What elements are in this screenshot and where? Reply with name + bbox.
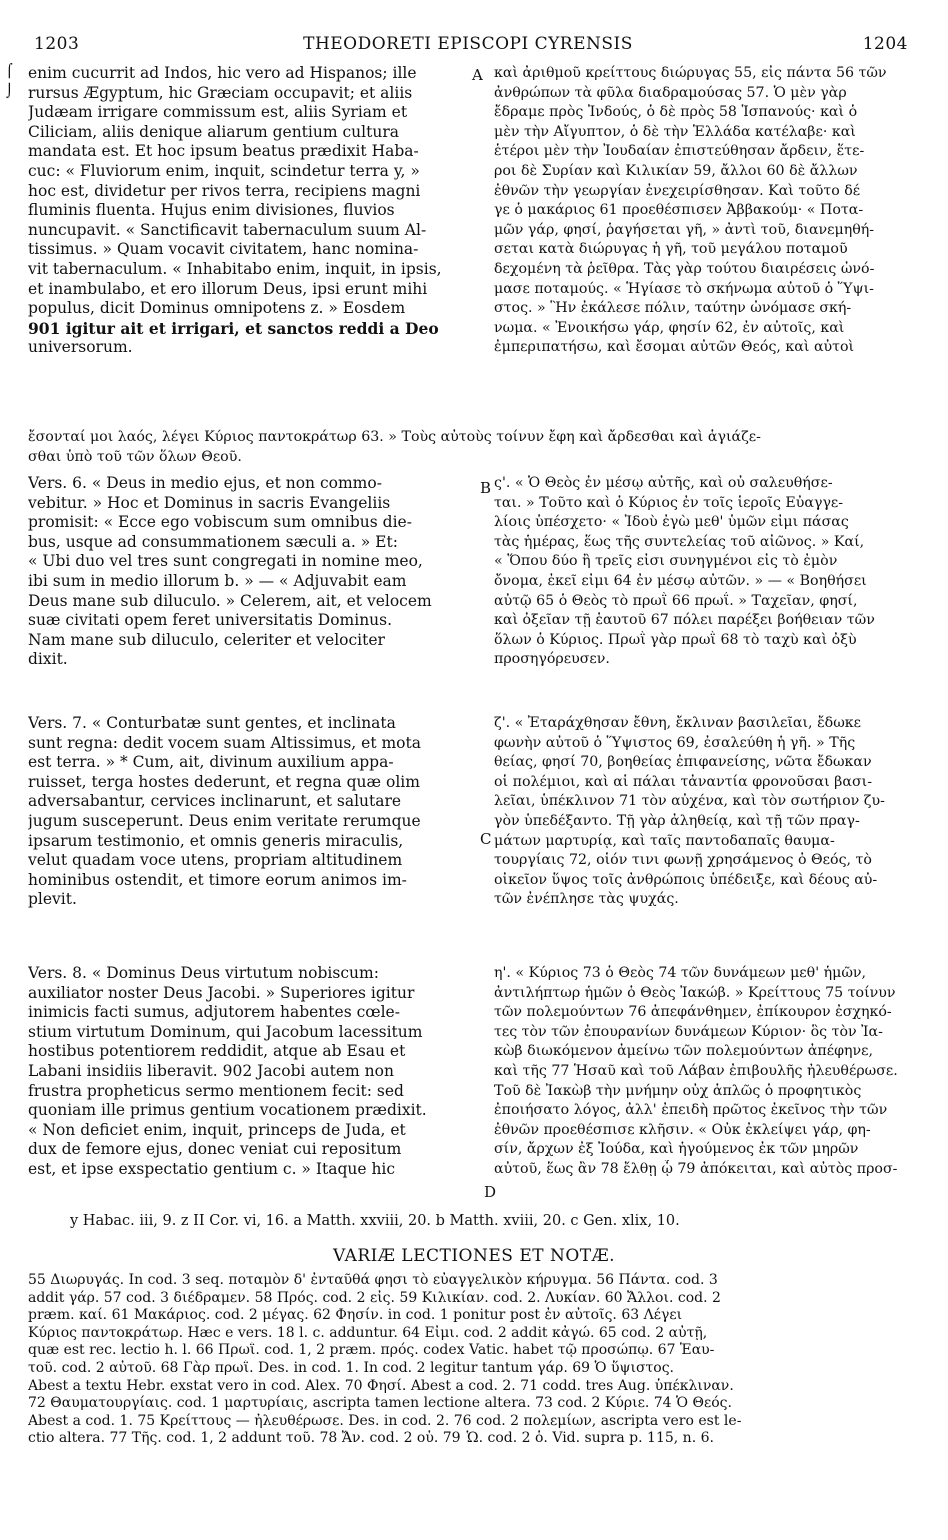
running-title: THEODORETI EPISCOPI CYRENSIS — [303, 34, 633, 54]
text-line: τῶν ἐνέπλησε τὰς ψυχάς. — [494, 891, 679, 908]
text-line: « Ὅπου δύο ἢ τρεῖς εἰσι συνηγμένοι εἰς τὸ ἐμὸν — [494, 553, 838, 570]
text-line: τες τὸν τῶν ἐπουρανίων δυνάμεων Κύριον· ὃς τὸν Ἰα- — [494, 1023, 883, 1040]
text-line: enim cucurrit ad Indos, hic vero ad Hispanos; ille — [28, 64, 417, 82]
bracket-mark: ⌠ — [6, 64, 13, 79]
page-header — [28, 34, 908, 58]
text-line: αὐτῷ 65 ὁ Θεὸς τὸ πρωῒ 66 πρωΐ. » Ταχεῖαν, φησί, — [494, 592, 858, 609]
text-line: τουργίαις 72, οἱόν τινι φωνῇ χρησάμενος ὁ Θεός, τὸ — [494, 852, 872, 869]
text-line: νωμα. « Ἐνοικήσω γάρ, φησίν 62, ἐν αὐτοῖς, καὶ — [494, 319, 845, 336]
text-line: inimicis facti sumus, adjutorem habentes cœle- — [28, 1003, 400, 1022]
margin-letter-c: C — [480, 830, 492, 848]
note-line: Κύριος παντοκράτωρ. Hæc e vers. 18 l. c. adduntur. 64 Εἰμι. cod. 2 addit κἀγώ. 65 cod. 2 αὐτῇ, — [28, 1324, 708, 1341]
text-line: τὰς ἡμέρας, ἕως τῆς συντελείας τοῦ αἰῶνος. » Καί, — [494, 533, 865, 550]
text-line: γὸν ὑπεδέξαντο. Τῇ γὰρ ἀληθείᾳ, καὶ τῇ τῶν πραγ- — [494, 812, 860, 829]
text-line: ἀντιλήπτωρ ἡμῶν ὁ Θεὸς Ἰακώβ. » Κρείττους 75 τοίνυν — [494, 984, 896, 1001]
latin-column-section-4 — [28, 964, 480, 1180]
text-line: μάτων μαρτυρίᾳ, καὶ ταῖς παντοδαπαῖς θαυμα- — [494, 832, 835, 849]
note-line: præm. καί. 61 Μακάριος. cod. 2 μέγας. 62 Φησίν. in cod. 1 ponitur post ἐν αὐτοῖς. 63 Λέγει — [28, 1307, 683, 1324]
note-line: 72 Θαυματουργίαις. cod. 1 μαρτυρίαις, ascripta tamen lectione altera. 73 cod. 2 Κύριε. 74 Ὁ Θεός. — [28, 1395, 732, 1412]
text-line: ὅλων ὁ Κύριος. Πρωῒ γὰρ πρωῒ 68 τὸ ταχὺ καὶ ὀξὺ — [494, 631, 857, 648]
text-line: Labani insidiis liberavit. 902 Jacobi autem non — [28, 1061, 394, 1080]
text-line: velut quadam voce utens, propriam altitudinem — [28, 851, 403, 870]
text-line: σίν, ἄρχων ἐξ Ἰούδα, καὶ ἡγούμενος ἐκ τῶν μηρῶν — [494, 1141, 859, 1158]
greek-column-section-2 — [494, 474, 914, 670]
text-line: Deus mane sub diluculo. » Celerem, ait, et velocem — [28, 591, 432, 610]
text-line: Vers. 6. « Deus in medio ejus, et non commo- — [28, 474, 382, 492]
text-line: Τοῦ δὲ Ἰακὼβ τὴν μνήμην οὐχ ἁπλῶς ὁ προφητικὸς — [494, 1082, 862, 1099]
bracket-mark: ⌡ — [6, 84, 13, 99]
note-line: τοῦ. cod. 2 αὐτοῦ. 68 Γὰρ πρωΐ. Des. in cod. 1. In cod. 2 legitur tantum γάρ. 69 Ὁ ὕψιστος. — [28, 1359, 674, 1376]
margin-letter-b: B — [480, 479, 492, 497]
text-line: θείας, φησί 70, βοηθείας ἐπιφανείσης, νῶτα ἔδωκαν — [494, 754, 872, 771]
text-line: σεται κατὰ διώρυγας ἡ γῆ, τοῦ μεγάλου ποταμοῦ — [494, 241, 848, 258]
text-line: universorum. — [28, 338, 133, 357]
text-line: μῶν γάρ, φησί, ῥαγήσεται γῆ, » ἀντὶ τοῦ, διανεμηθή- — [494, 221, 875, 238]
variae-lectiones-title: VARIÆ LECTIONES ET NOTÆ. — [332, 1246, 616, 1266]
text-line: λεῖαι, ὑπέκλινον 71 τὸν αὐχένα, καὶ τὸν σωτήριον ζυ- — [494, 793, 885, 810]
text-line: adversabantur, cervices inclinarunt, et salutare — [28, 792, 402, 811]
text-line: tissimus. » Quam vocavit civitatem, hanc nomina- — [28, 240, 419, 259]
text-line: « Non deficiet enim, inquit, princeps de Juda, et — [28, 1120, 406, 1139]
greek-column-section-4 — [494, 964, 914, 1180]
text-line: ται. » Τοῦτο καὶ ὁ Κύριος ἐν τοῖς ἱεροῖς Εὐαγγε- — [494, 494, 844, 511]
text-line: hominibus ostendit, et timore eorum animos im- — [28, 870, 407, 889]
text-line: 901 igitur ait et irrigari, et sanctos reddi a Deo — [28, 318, 439, 338]
text-line: Ciliciam, aliis denique aliarum gentium cultura — [28, 122, 399, 141]
margin-letter-a: A — [472, 66, 483, 84]
text-line: οἰκεῖον ὕψος τοῖς ἀνθρώποις ὑπέδειξε, καὶ δέους αὐ- — [494, 871, 878, 888]
text-line: promisit: « Ecce ego vobiscum sum omnibus die- — [28, 513, 412, 532]
note-line: Abest a textu Hebr. exstat vero in cod. Alex. 70 Φησί. Abest a cod. 2. 71 codd. tres Aug. ὑπέκλιναν. — [28, 1377, 734, 1394]
text-line: auxiliator noster Deus Jacobi. » Superiores igitur — [28, 983, 415, 1002]
text-line: ἔσονταί μοι λαός, λέγει Κύριος παντοκράτωρ 63. » Τοὺς αὐτοὺς τοίνυν ἔφη καὶ ἄρδεσθαι καὶ ἁγιάζε- — [28, 429, 761, 445]
text-line: ροι δὲ Συρίαν καὶ Κιλικίαν 59, ἄλλοι 60 δὲ ἄλλων — [494, 162, 858, 179]
note-line: 55 Διωρυγάς. In cod. 3 seq. ποταμὸν δ' ἐνταῦθά φησι τὸ εὐαγγελικὸν κήρυγμα. 56 Πάντα. cod. 3 — [28, 1272, 718, 1288]
text-line: ὄνομα, ἐκεῖ εἰμι 64 ἐν μέσῳ αὐτῶν. » — « Βοηθήσει — [494, 572, 867, 589]
page-number-right: 1204 — [862, 34, 908, 54]
text-line: Judæam irrigare commissum est, aliis Syriam et — [28, 103, 408, 122]
text-line: η'. « Κύριος 73 ὁ Θεὸς 74 τῶν δυνάμεων μεθ' ἡμῶν, — [494, 965, 867, 981]
text-line: populus, dicit Dominus omnipotens z. » Eosdem — [28, 299, 406, 318]
text-line: hoc est, dividetur per rivos terra, recipiens magni — [28, 181, 421, 200]
text-line: στος. » Ἣν ἐκάλεσε πόλιν, ταύτην ὠνόμασε σκή- — [494, 300, 852, 317]
text-line: ἔδραμε πρὸς Ἰνδούς, ὁ δὲ πρὸς 58 Ἱσπανούς· καὶ ὁ — [494, 104, 858, 121]
note-line: addit γάρ. 57 cod. 3 διέδραμεν. 58 Πρός. cod. 2 εἰς. 59 Κιλικίαν. cod. 2. Λυκίαν. 60 Ἄλλοι. cod. 2 — [28, 1289, 721, 1306]
text-line: προσηγόρευσεν. — [494, 651, 610, 668]
text-line: ruisset, terga hostes dederunt, et regna quæ olim — [28, 772, 420, 791]
text-line: hostibus potentiorem reddidit, atque ab Esau et — [28, 1042, 406, 1061]
text-line: mandata est. Et hoc ipsum beatus prædixit Haba- — [28, 142, 419, 161]
latin-column-section-3 — [28, 714, 480, 910]
text-line: τῶν πολεμούντων 76 ἀπεφάνθημεν, ἐπίκουρον ἐσχηκό- — [494, 1004, 892, 1021]
margin-letter-d: D — [484, 1183, 497, 1201]
text-line: dixit. — [28, 650, 68, 669]
text-line: καὶ ἀριθμοῦ κρείττους διώρυγας 55, εἰς πάντα 56 τῶν — [494, 65, 887, 81]
text-line: fluminis fluenta. Hujus enim divisiones, fluvios — [28, 201, 395, 220]
text-line: ipsarum testimonio, et omnis generis miraculis, — [28, 831, 404, 850]
text-line: καὶ ὀξεῖαν τῇ ἑαυτοῦ 67 πόλει παρέξει βοήθειαν τῶν — [494, 612, 875, 629]
text-line: bus, usque ad consummationem sæculi a. » Et: — [28, 532, 398, 551]
text-line: ἀνθρώπων τὰ φῦλα διαδραμούσας 57. Ὁ μὲν γὰρ — [494, 84, 847, 101]
text-line: κὼβ διωκόμενον ἀμείνω τῶν πολεμούντων ἀπέφηνε, — [494, 1043, 874, 1060]
text-line: est terra. » * Cum, ait, divinum auxilium appa- — [28, 753, 394, 772]
text-line: φωνὴν αὐτοῦ ὁ Ὕψιστος 69, ἐσαλεύθη ἡ γῆ. » Τῆς — [494, 734, 856, 751]
latin-column-section-2 — [28, 474, 480, 670]
text-line: quoniam ille primus gentium vocationem prædixit. — [28, 1101, 427, 1120]
text-line: et inambulabo, et ero illorum Deus, ipsi erunt mihi — [28, 279, 428, 298]
greek-column-section-1 — [494, 64, 914, 358]
text-line: ἐποιήσατο λόγος, ἀλλ' ἐπειδὴ πρῶτος ἐκεῖνος τὴν τῶν — [494, 1102, 888, 1119]
text-line: rursus Ægyptum, hic Græciam occupavit; et aliis — [28, 83, 413, 102]
text-line: dux de femore ejus, donec veniat cui repositum — [28, 1140, 402, 1159]
text-line: plevit. — [28, 890, 77, 909]
text-line: jugum susceperunt. Deus enim veritate rerumque — [28, 811, 421, 830]
text-line: ς'. « Ὁ Θεὸς ἐν μέσῳ αὐτῆς, καὶ οὐ σαλευθήσε- — [494, 475, 833, 491]
footnote-references: y Habac. iii, 9. z II Cor. vi, 16. a Matth. xxviii, 20. b Matth. xviii, 20. c Gen. xlix, 10. — [70, 1213, 680, 1229]
text-line: καὶ τῆς 77 Ἡσαῦ καὶ τοῦ Λάβαν ἐπιβουλῆς ἠλευθέρωσε. — [494, 1062, 898, 1079]
text-line: Nam mane sub diluculo, celeriter et velociter — [28, 630, 385, 649]
text-line: Vers. 7. « Conturbatæ sunt gentes, et inclinata — [28, 714, 396, 732]
latin-column-section-1 — [28, 64, 480, 358]
text-line: λίοις ὑπέσχετο· « Ἰδοὺ ἐγὼ μεθ' ὑμῶν εἰμι πάσας — [494, 514, 849, 531]
text-line: Vers. 8. « Dominus Deus virtutum nobiscum: — [28, 964, 379, 982]
text-line: ἐμπεριπατήσω, καὶ ἔσομαι αὐτῶν Θεός, καὶ αὐτοὶ — [494, 339, 855, 356]
variae-lectiones-notes — [28, 1272, 908, 1448]
text-line: ἐθνῶν προεθέσπισε κλῆσιν. « Οὐκ ἐκλείψει γάρ, φη- — [494, 1121, 871, 1138]
text-line: cuc: « Fluviorum enim, inquit, scindetur terra y, » — [28, 161, 420, 180]
note-line: quæ est rec. lectio h. l. 66 Πρωΐ. cod. 1, 2 præm. πρός. codex Vatic. habet τῷ προσώπῳ. 67 Ἑαυ- — [28, 1342, 715, 1359]
text-line: μὲν τὴν Αἴγυπτον, ὁ δὲ τὴν Ἑλλάδα κατέλαβε· καὶ — [494, 123, 856, 140]
text-line: stium virtutum Dominum, qui Jacobum lacessitum — [28, 1022, 423, 1041]
text-line: αὐτοῦ, ἕως ἂν 78 ἔλθῃ ᾧ 79 ἀπόκειται, καὶ αὐτὸς προσ- — [494, 1160, 898, 1177]
text-line: est, et ipse exspectatio gentium c. » Itaque hic — [28, 1159, 396, 1178]
text-line: ζ'. « Ἐταράχθησαν ἔθνη, ἔκλιναν βασιλεῖαι, ἔδωκε — [494, 715, 862, 731]
text-line: γε ὁ μακάριος 61 προεθέσπισεν Ἀββακούμ· « Ποτα- — [494, 202, 864, 219]
text-line: ibi sum in medio illorum b. » — « Adjuvabit eam — [28, 571, 407, 590]
greek-column-section-3 — [494, 714, 914, 910]
text-line: δεχομένη τὰ ῥεῖθρα. Τὰς γὰρ τούτου διαιρέσεις ὠνό- — [494, 260, 875, 277]
text-line: « Ubi duo vel tres sunt congregati in nomine meo, — [28, 552, 423, 571]
text-line: σθαι ὑπὸ τοῦ τῶν ὅλων Θεοῦ. — [28, 448, 242, 465]
note-line: Abest a cod. 1. 75 Κρείττους — ἠλευθέρωσε. Des. in cod. 2. 76 cod. 2 πολεμίων, ascripta vero est le- — [28, 1412, 742, 1429]
text-line: suæ civitati opem feret universitatis Dominus. — [28, 611, 393, 630]
text-line: ἐθνῶν τὴν γεωργίαν ἐνεχειρίσθησαν. Καὶ τοῦτο δέ — [494, 182, 861, 199]
text-line: vit tabernaculum. « Inhabitabo enim, inquit, in ipsis, — [28, 259, 442, 278]
note-line: ctio altera. 77 Τῆς. cod. 1, 2 addunt τοῦ. 78 Ἄν. cod. 2 οὗ. 79 Ὧ. cod. 2 ὁ. Vid. supra p. 115, n. 6. — [28, 1430, 714, 1447]
text-line: sunt regna: dedit vocem suam Altissimus, et mota — [28, 733, 421, 752]
text-line: frustra propheticus sermo mentionem fecit: sed — [28, 1081, 404, 1100]
text-line: οἱ πολέμιοι, καὶ αἱ πάλαι τἀναντία φρονοῦσαι βασι- — [494, 773, 872, 790]
text-line: ἑτέροι μὲν τὴν Ἰουδαίαν ἐπιστεύθησαν ἄρδειν, ἕτε- — [494, 143, 865, 160]
text-line: vebitur. » Hoc et Dominus in sacris Evangeliis — [28, 493, 391, 512]
page-number-left: 1203 — [34, 34, 80, 54]
greek-fullwidth-continuation — [28, 428, 908, 467]
text-line: μασε ποταμούς. « Ἡγίασε τὸ σκήνωμα αὐτοῦ ὁ Ὕψι- — [494, 280, 874, 297]
text-line: nuncupavit. « Sanctificavit tabernaculum suum Al- — [28, 220, 427, 239]
